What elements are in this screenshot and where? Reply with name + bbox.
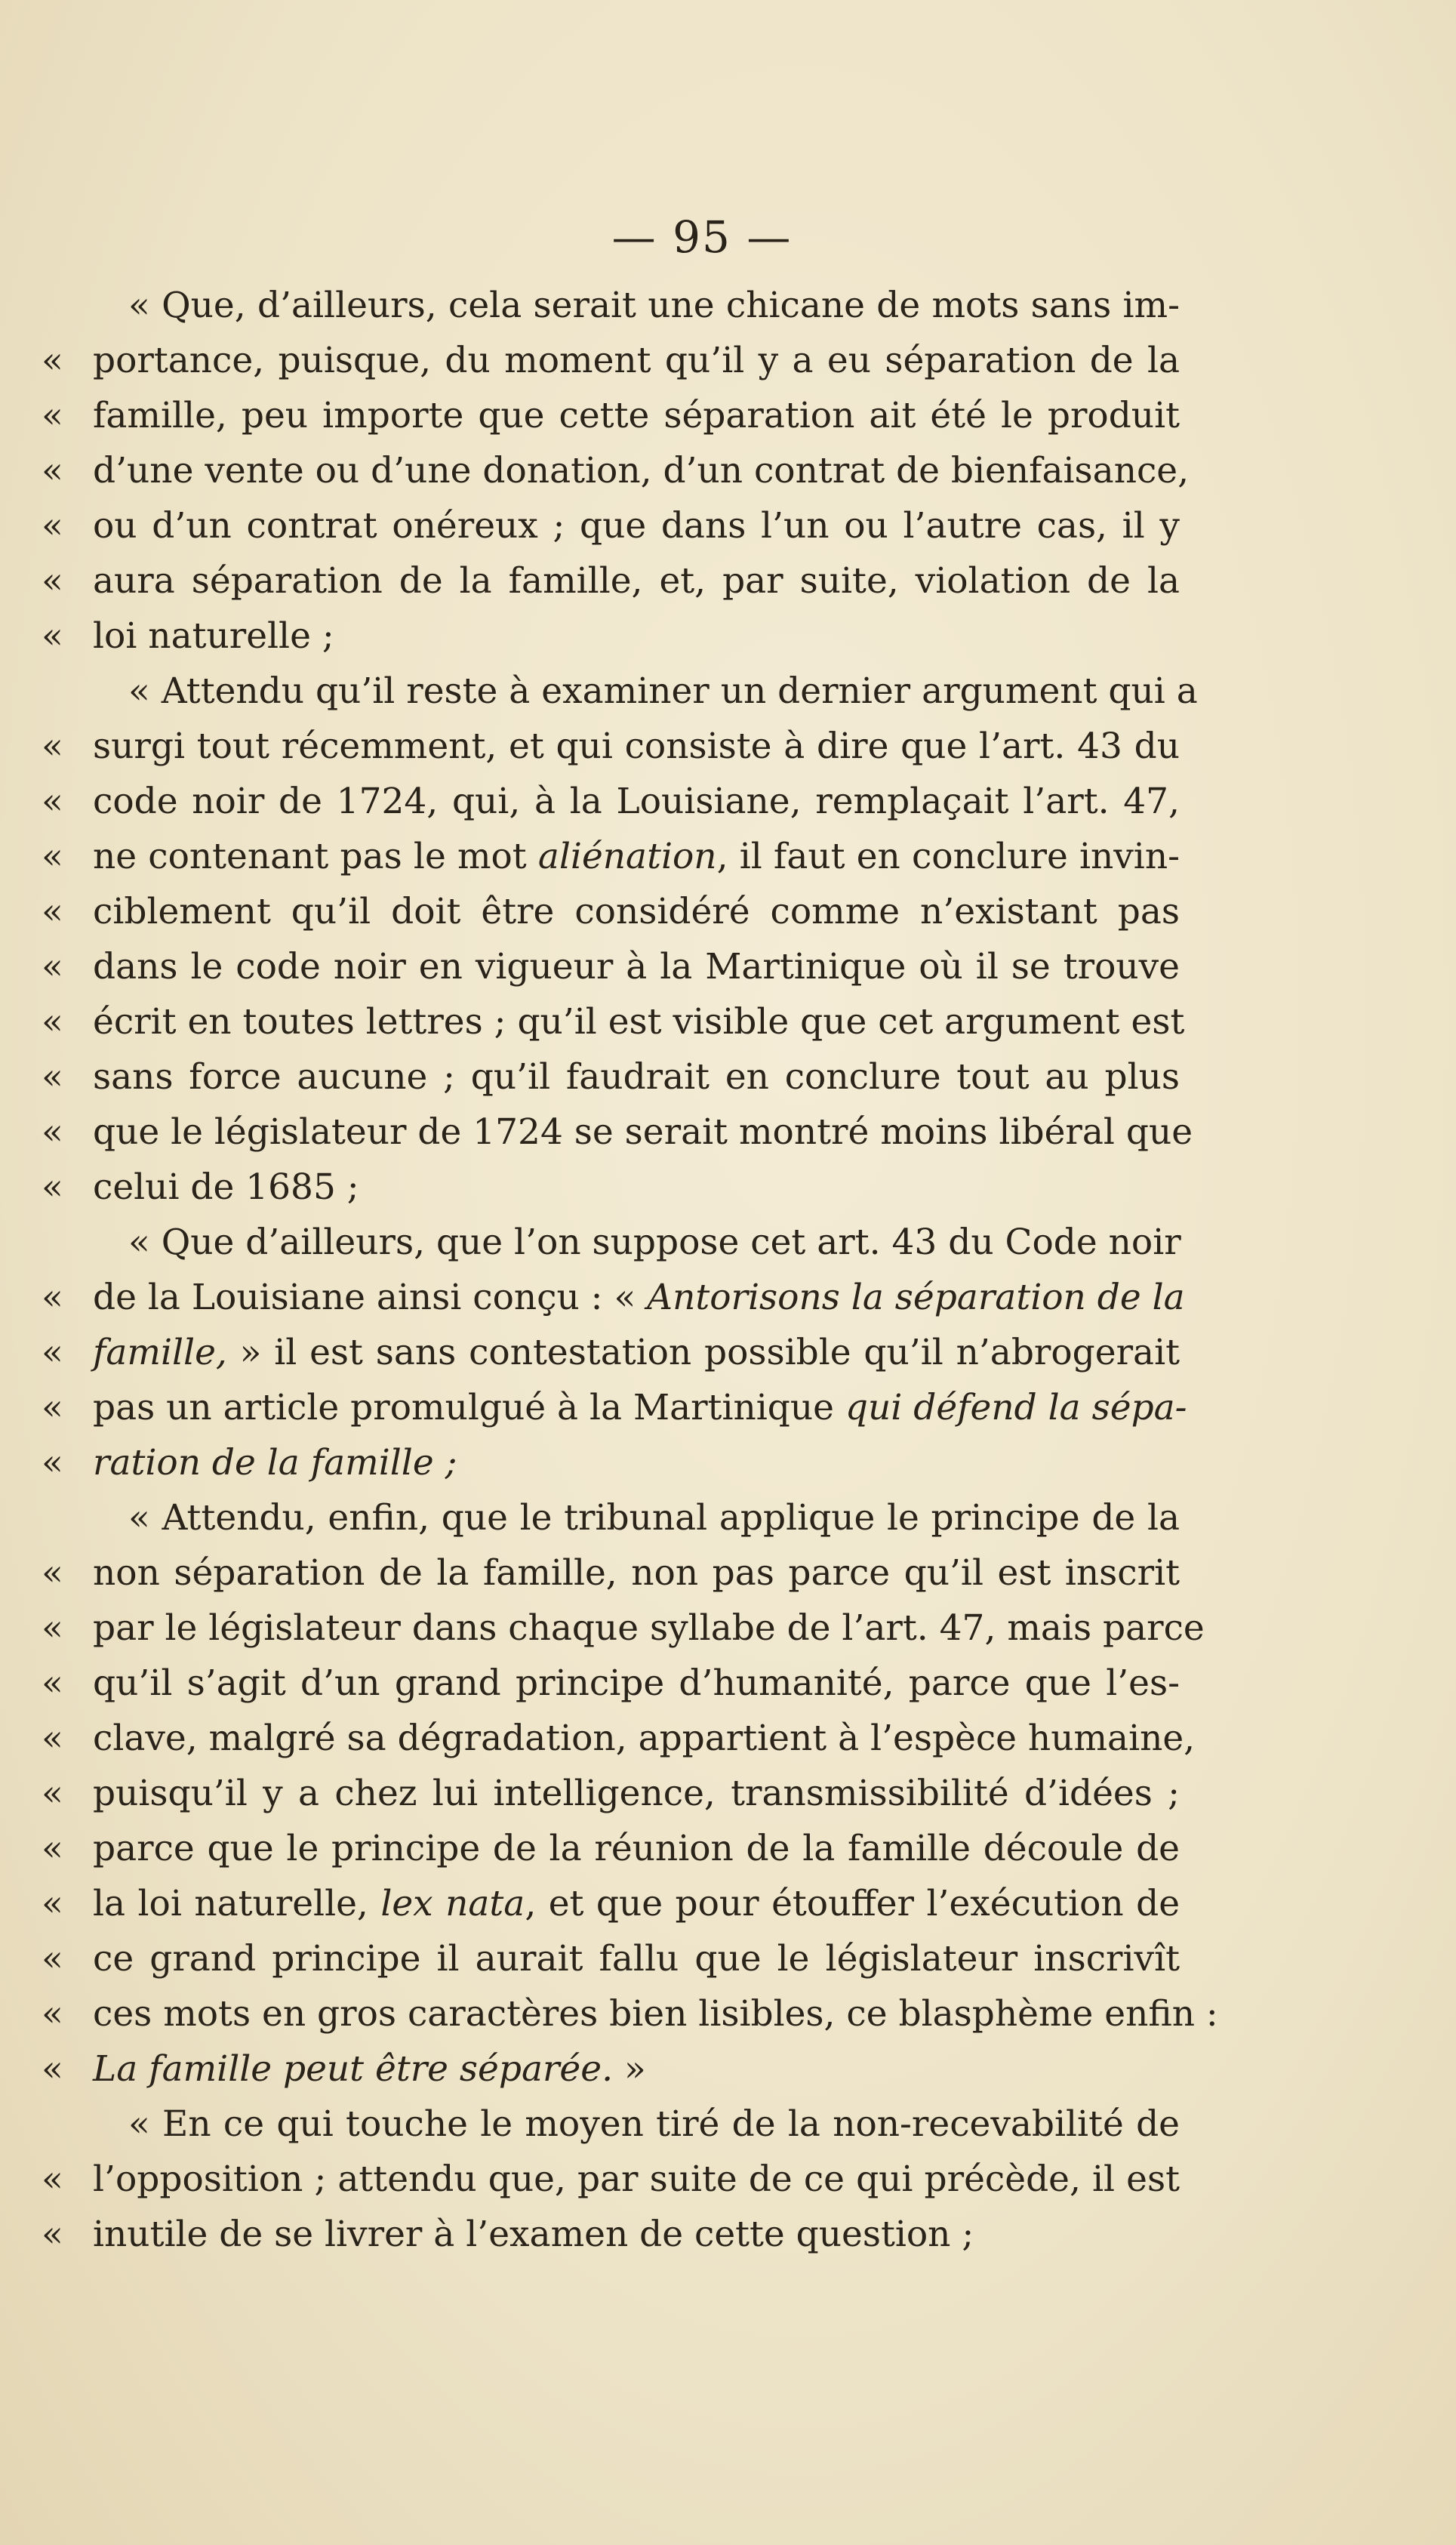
text-run: clave, malgré sa dégradation, appartient à l’espèce humaine, [93, 1718, 1196, 1759]
line-text [93, 1325, 1180, 1380]
italic-text: qui défend la sépa- [845, 1387, 1187, 1428]
text-line [42, 553, 1181, 609]
quote-mark: « [42, 1552, 63, 1594]
line-text [93, 1821, 1180, 1876]
text-line [42, 939, 1181, 994]
text-line [42, 1766, 1181, 1821]
quote-mark: « [42, 1001, 63, 1043]
text-run: ou d’un contrat onéreux ; que dans l’un ou l’autre cas, il y [93, 505, 1180, 547]
line-text [93, 1435, 1180, 1490]
quote-mark: « [42, 1773, 63, 1814]
line-text [93, 1601, 1205, 1656]
quote-mark: « [42, 946, 63, 987]
text-line [42, 1270, 1185, 1325]
text-run: pas un article promulgué à la Martinique [93, 1387, 845, 1428]
line-text [93, 553, 1180, 609]
text-line [42, 1049, 1181, 1105]
text-run: ciblement qu’il doit être considéré comme n’existant pas [93, 891, 1180, 932]
text-line [42, 1545, 1181, 1601]
text-line [42, 1986, 1218, 2041]
text-run: ces mots en gros caractères bien lisibles, ce blasphème enfin : [93, 1993, 1218, 2035]
text-line [42, 1105, 1193, 1160]
line-text [93, 939, 1180, 994]
line-text [93, 994, 1185, 1049]
quote-mark: « [42, 726, 63, 767]
line-text [93, 719, 1180, 774]
text-line [42, 1876, 1181, 1931]
quote-mark: « [42, 891, 63, 932]
text-run: parce que le principe de la réunion de la famille découle de [93, 1828, 1180, 1869]
text-run: portance, puisque, du moment qu’il y a eu séparation de la [93, 340, 1180, 381]
text-line [42, 829, 1181, 884]
line-text [93, 609, 1180, 664]
text-run: , il faut en conclure invin- [716, 836, 1180, 877]
text-line [42, 333, 1181, 388]
line-text [93, 1931, 1180, 1986]
text-run: puisqu’il y a chez lui intelligence, transmissibilité d’idées ; [93, 1773, 1180, 1814]
italic-text: La famille peut être séparée. [93, 2048, 614, 2090]
quote-mark: « [42, 1332, 63, 1373]
body-text [42, 278, 1218, 2262]
text-run: » [613, 2048, 646, 2090]
text-run: « Attendu, enfin, que le tribunal applique le principe de la [128, 1497, 1180, 1539]
line-text [93, 1270, 1185, 1325]
line-text [93, 829, 1180, 884]
italic-text: ration de la famille ; [93, 1442, 457, 1484]
text-line [42, 664, 1198, 719]
quote-mark: « [42, 615, 63, 657]
text-run: ne contenant pas le mot [93, 836, 538, 877]
text-run: par le législateur dans chaque syllabe de l’art. 47, mais parce [93, 1607, 1205, 1649]
text-line [42, 1215, 1181, 1270]
line-text [93, 1711, 1196, 1766]
text-run: « Que d’ailleurs, que l’on suppose cet art. 43 du Code noir [128, 1222, 1181, 1263]
text-line [42, 774, 1181, 829]
line-text [93, 1545, 1180, 1601]
text-run: celui de 1685 ; [93, 1166, 359, 1208]
line-text [128, 664, 1198, 719]
text-run: aura séparation de la famille, et, par suite, violation de la [93, 560, 1180, 602]
text-run: non séparation de la famille, non pas parce qu’il est inscrit [93, 1552, 1180, 1594]
text-line [42, 1931, 1181, 1986]
text-run: « En ce qui touche le moyen tiré de la non-recevabilité de [128, 2103, 1180, 2145]
quote-mark: « [42, 2048, 63, 2090]
line-text [128, 278, 1180, 333]
text-run: surgi tout récemment, et qui consiste à dire que l’art. 43 du [93, 726, 1180, 767]
quote-mark: « [42, 1111, 63, 1153]
text-run: code noir de 1724, qui, à la Louisiane, remplaçait l’art. 47, [93, 781, 1180, 822]
text-run: d’une vente ou d’une donation, d’un contrat de bienfaisance, [93, 450, 1190, 491]
line-text [93, 1656, 1180, 1711]
text-run: sans force aucune ; qu’il faudrait en conclure tout au plus [93, 1056, 1180, 1098]
line-text [93, 774, 1180, 829]
text-line [42, 2207, 1181, 2262]
text-line [42, 1656, 1181, 1711]
quote-mark: « [42, 1883, 63, 1924]
quote-mark: « [42, 1277, 63, 1318]
quote-mark: « [42, 505, 63, 547]
quote-mark: « [42, 340, 63, 381]
text-run: la loi naturelle, [93, 1883, 381, 1924]
quote-mark: « [42, 1662, 63, 1704]
text-run: « Que, d’ailleurs, cela serait une chicane de mots sans im- [128, 285, 1180, 326]
text-line [42, 1711, 1196, 1766]
line-text [93, 2152, 1180, 2207]
quote-mark: « [42, 395, 63, 436]
line-text [93, 333, 1180, 388]
text-line [42, 609, 1181, 664]
quote-mark: « [42, 2214, 63, 2255]
quote-mark: « [42, 1993, 63, 2035]
text-line [42, 1821, 1181, 1876]
text-run: inutile de se livrer à l’examen de cette question ; [93, 2214, 974, 2255]
text-line [42, 443, 1190, 498]
text-line [42, 719, 1181, 774]
italic-text: aliénation [537, 836, 717, 877]
quote-mark: « [42, 836, 63, 877]
line-text [93, 388, 1180, 443]
line-text [128, 1490, 1180, 1545]
text-line [42, 1380, 1187, 1435]
text-run: » il est sans contestation possible qu’il n’abrogerait [226, 1332, 1180, 1373]
text-line [42, 994, 1185, 1049]
line-text [128, 2097, 1180, 2152]
line-text [93, 2041, 1180, 2097]
quote-mark: « [42, 1442, 63, 1484]
quote-mark: « [42, 1387, 63, 1428]
quote-mark: « [42, 1938, 63, 1980]
text-line [42, 498, 1181, 553]
text-run: écrit en toutes lettres ; qu’il est visible que cet argument est [93, 1001, 1185, 1043]
line-text [93, 498, 1180, 553]
line-text [93, 1380, 1187, 1435]
line-text [93, 1105, 1193, 1160]
text-line [42, 1160, 1181, 1215]
text-run: l’opposition ; attendu que, par suite de ce qui précède, il est [93, 2158, 1180, 2200]
text-line [42, 884, 1181, 939]
page-number: — 95 — [611, 211, 793, 263]
text-run: ce grand principe il aurait fallu que le législateur inscrivît [93, 1938, 1180, 1980]
quote-mark: « [42, 1166, 63, 1208]
text-line [42, 2041, 1181, 2097]
text-line [42, 1435, 1181, 1490]
line-text [93, 1160, 1180, 1215]
quote-mark: « [42, 1718, 63, 1759]
italic-text: Antorisons la séparation de la [647, 1277, 1185, 1318]
text-line [42, 278, 1181, 333]
line-text [93, 443, 1190, 498]
line-text [93, 1049, 1180, 1105]
line-text [93, 1766, 1180, 1821]
text-line [42, 2097, 1181, 2152]
text-line [42, 1325, 1181, 1380]
quote-mark: « [42, 2158, 63, 2200]
italic-text: lex nata [380, 1883, 525, 1924]
quote-mark: « [42, 1607, 63, 1649]
text-line [42, 1490, 1181, 1545]
quote-mark: « [42, 781, 63, 822]
quote-mark: « [42, 1828, 63, 1869]
text-run: « Attendu qu’il reste à examiner un dernier argument qui a [128, 670, 1198, 712]
text-run: de la Louisiane ainsi conçu : « [93, 1277, 648, 1318]
quote-mark: « [42, 450, 63, 491]
line-text [93, 2207, 1180, 2262]
text-run: qu’il s’agit d’un grand principe d’humanité, parce que l’es- [93, 1662, 1180, 1704]
text-run: dans le code noir en vigueur à la Martinique où il se trouve [93, 946, 1180, 987]
quote-mark: « [42, 560, 63, 602]
line-text [93, 884, 1180, 939]
line-text [93, 1986, 1218, 2041]
text-line [42, 2152, 1181, 2207]
text-run: , et que pour étouffer l’exécution de [525, 1883, 1180, 1924]
line-text [128, 1215, 1180, 1270]
text-run: famille, peu importe que cette séparation ait été le produit [93, 395, 1180, 436]
quote-mark: « [42, 1056, 63, 1098]
text-line [42, 1601, 1205, 1656]
text-run: que le législateur de 1724 se serait montré moins libéral que [93, 1111, 1193, 1153]
italic-text: famille, [93, 1332, 227, 1373]
line-text [93, 1876, 1180, 1931]
text-line [42, 388, 1181, 443]
text-run: loi naturelle ; [93, 615, 334, 657]
